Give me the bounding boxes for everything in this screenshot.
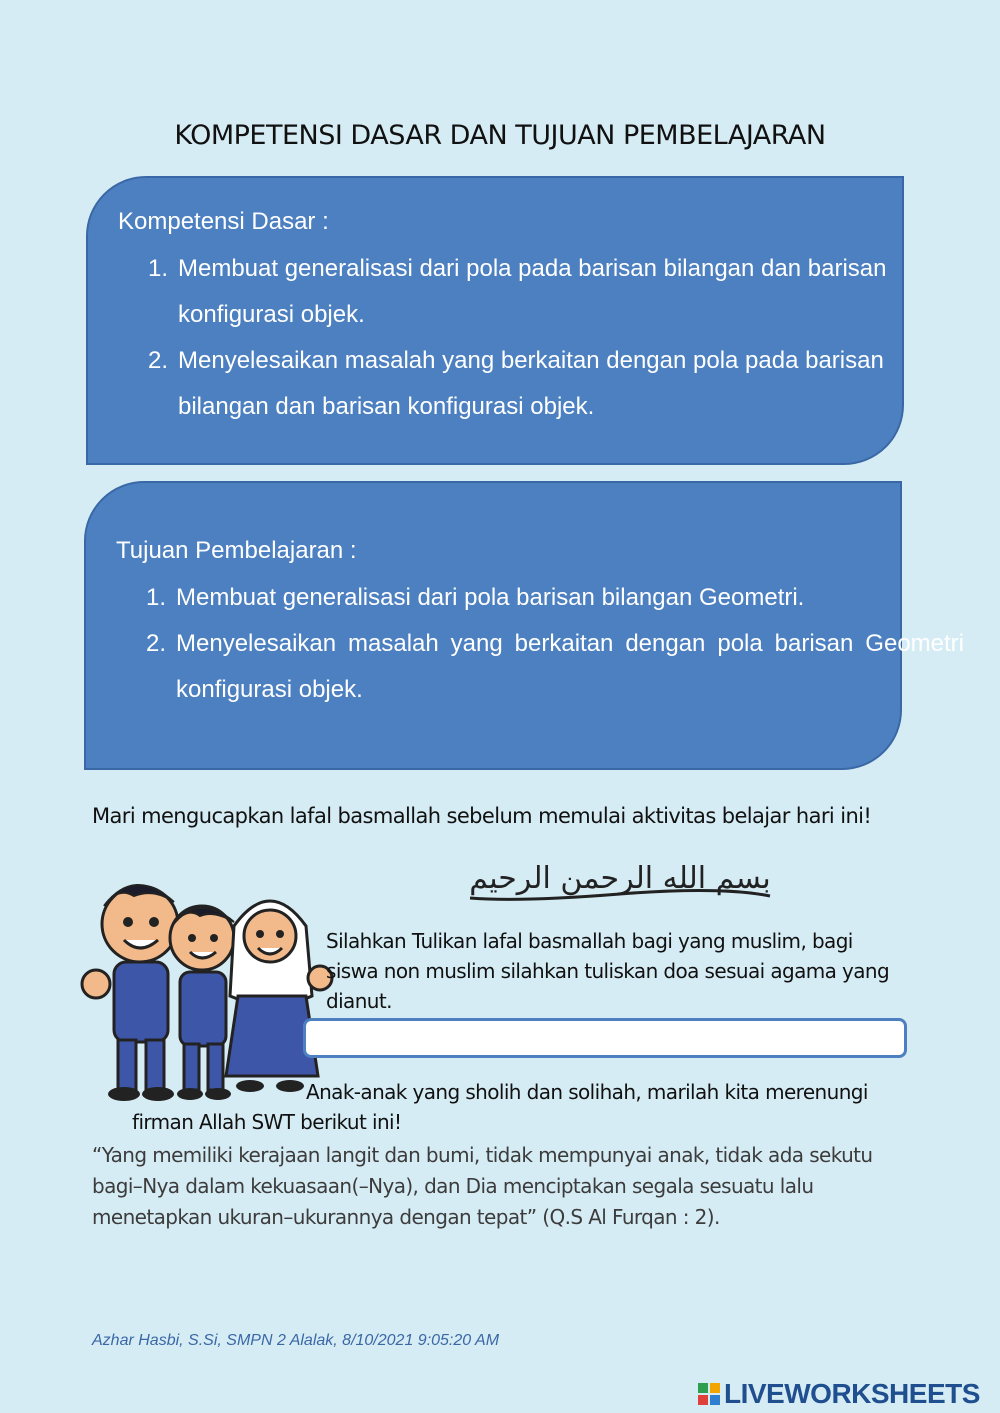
- quran-verse: “Yang memiliki kerajaan langit dan bumi, tidak mempunyai anak, tidak ada sekutu bagi–Nya dalam kekuasaan(–Nya), dan Dia menciptakan segala sesuatu lalu menetapkan ukuran–ukurannya dengan tepat” (Q.S Al Furqan : 2).: [92, 1143, 873, 1229]
- tujuan-pembelajaran-item: Menyelesaikan masalah yang berkaitan dengan pola barisan Geometri konfigurasi objek.: [176, 630, 964, 703]
- students-illustration: [74, 866, 334, 1108]
- tujuan-pembelajaran-box: [84, 481, 964, 770]
- kompetensi-dasar-list: [88, 246, 968, 430]
- kompetensi-dasar-box: [86, 176, 904, 465]
- boy-figure-icon: [82, 885, 178, 1101]
- logo-tile: [710, 1383, 720, 1393]
- logo-tile: [698, 1395, 708, 1405]
- page-title: KOMPETENSI DASAR DAN TUJUAN PEMBELAJARAN: [174, 120, 826, 151]
- logo-tile: [698, 1383, 708, 1393]
- instruction-text: Silahkan Tulikan lafal basmallah bagi yang muslim, bagi siswa non muslim silahkan tuliskan doa sesuai agama yang dianut.: [326, 929, 890, 1013]
- kompetensi-dasar-item: Membuat generalisasi dari pola pada barisan bilangan dan barisan konfigurasi objek.: [178, 255, 887, 328]
- kompetensi-dasar-heading: Kompetensi Dasar :: [118, 208, 329, 235]
- logo-tiles-icon: [698, 1383, 720, 1405]
- tujuan-pembelajaran-item: Membuat generalisasi dari pola barisan bilangan Geometri.: [176, 584, 805, 611]
- bismillah-text: بسم الله الرحمن الرحيم: [469, 861, 771, 896]
- kompetensi-dasar-item: Menyelesaikan masalah yang berkaitan dengan pola pada barisan bilangan dan barisan konfigurasi objek.: [178, 347, 884, 420]
- author-footer: Azhar Hasbi, S.Si, SMPN 2 Alalak, 8/10/2021 9:05:20 AM: [92, 1332, 500, 1349]
- bismillah-calligraphy: [460, 850, 780, 910]
- tujuan-pembelajaran-list: [86, 575, 964, 713]
- logo-tile: [710, 1395, 720, 1405]
- answer-input[interactable]: [303, 1018, 907, 1058]
- girl-figure-icon: [226, 901, 332, 1092]
- tujuan-pembelajaran-heading: Tujuan Pembelajaran :: [116, 537, 357, 564]
- logo-text: LIVEWORKSHEETS: [724, 1378, 980, 1409]
- reflection-line-1: Anak-anak yang sholih dan solihah, marilah kita merenungi: [306, 1080, 868, 1104]
- liveworksheets-logo: [698, 1376, 980, 1412]
- boy-figure-icon: [170, 906, 234, 1100]
- basmallah-intro: Mari mengucapkan lafal basmallah sebelum memulai aktivitas belajar hari ini!: [92, 804, 872, 828]
- reflection-line-2: firman Allah SWT berikut ini!: [132, 1110, 402, 1134]
